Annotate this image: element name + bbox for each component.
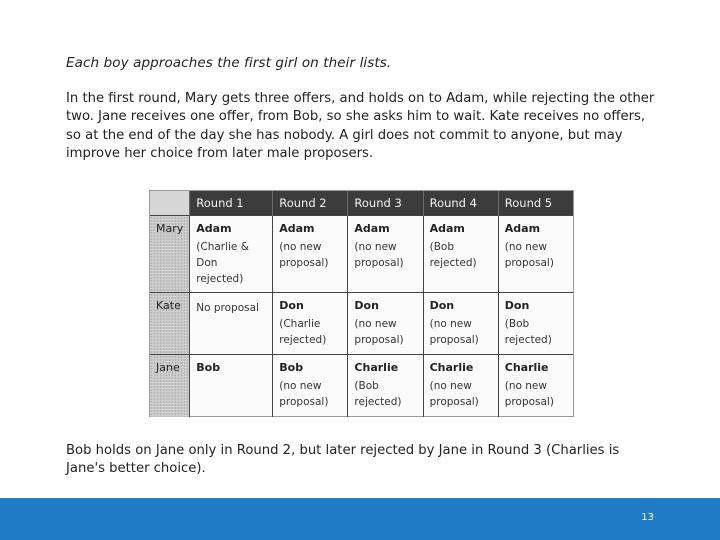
table-cell bbox=[190, 293, 273, 355]
table-row-kate bbox=[150, 293, 573, 355]
cell-note: (no new proposal) bbox=[504, 241, 554, 269]
cell-pair: Adam bbox=[279, 222, 315, 235]
cell-note: (Bob rejected) bbox=[429, 241, 477, 269]
cell-note: (Bob rejected) bbox=[504, 318, 552, 346]
cell-pair: Don bbox=[354, 299, 379, 312]
cell-note: (Bob rejected) bbox=[354, 380, 402, 408]
explanation-paragraph bbox=[66, 90, 706, 163]
paragraph-line: Jane's better choice). bbox=[66, 461, 206, 477]
rounds-table bbox=[150, 191, 573, 417]
table-cell bbox=[423, 216, 498, 293]
table-row-mary bbox=[150, 216, 573, 293]
cell-pair: Adam bbox=[354, 222, 390, 235]
cell-note: (no new proposal) bbox=[504, 380, 554, 408]
cell-note: (Charlie & Don rejected) bbox=[196, 241, 249, 285]
row-header-jane: Jane bbox=[150, 355, 190, 417]
header-round-5: Round 5 bbox=[498, 191, 573, 216]
table-cell bbox=[190, 216, 273, 293]
table-cell bbox=[273, 293, 348, 355]
table-cell bbox=[498, 216, 573, 293]
table-cell bbox=[498, 355, 573, 417]
cell-note: (no new proposal) bbox=[354, 241, 404, 269]
intro-sentence: Each boy approaches the first girl on their lists. bbox=[66, 55, 392, 71]
table-cell bbox=[423, 355, 498, 417]
cell-pair: Bob bbox=[279, 361, 304, 374]
cell-note: (no new proposal) bbox=[429, 380, 479, 408]
cell-pair: Adam bbox=[429, 222, 465, 235]
cell-note: (no new proposal) bbox=[279, 241, 329, 269]
cell-note: (no new proposal) bbox=[429, 318, 479, 346]
table-cell bbox=[348, 216, 423, 293]
header-corner bbox=[150, 191, 190, 216]
cell-pair: Don bbox=[279, 299, 304, 312]
paragraph-line: In the first round, Mary gets three offers, and holds on to Adam, while rejecting the other bbox=[66, 91, 655, 106]
table-cell bbox=[273, 216, 348, 293]
cell-note: No proposal bbox=[196, 302, 259, 314]
cell-pair: Don bbox=[429, 299, 455, 312]
paragraph-line: so at the end of the day she has nobody. A girl does not commit to anyone, but may bbox=[66, 127, 623, 143]
row-header-mary: Mary bbox=[150, 216, 190, 293]
cell-pair: Charlie bbox=[354, 361, 399, 374]
table-row-jane bbox=[150, 355, 573, 417]
rounds-table-image bbox=[149, 190, 574, 417]
table-cell bbox=[190, 355, 273, 417]
paragraph-line: improve her choice from later male proposers. bbox=[66, 145, 374, 161]
cell-pair: Bob bbox=[196, 361, 221, 374]
header-round-1: Round 1 bbox=[190, 191, 273, 216]
cell-note: (Charlie rejected) bbox=[279, 318, 327, 346]
header-round-4: Round 4 bbox=[423, 191, 498, 216]
cell-pair: Charlie bbox=[429, 361, 474, 374]
table-cell bbox=[348, 355, 423, 417]
page-number: 13 bbox=[641, 512, 654, 523]
table-cell bbox=[348, 293, 423, 355]
table-cell bbox=[273, 355, 348, 417]
cell-note: (no new proposal) bbox=[354, 318, 404, 346]
cell-note: (no new proposal) bbox=[279, 380, 329, 408]
table-cell bbox=[498, 293, 573, 355]
header-round-3: Round 3 bbox=[348, 191, 423, 216]
row-header-kate: Kate bbox=[150, 293, 190, 355]
cell-pair: Adam bbox=[196, 222, 232, 235]
footer-bar bbox=[0, 498, 720, 540]
cell-pair: Charlie bbox=[504, 361, 549, 374]
cell-pair: Adam bbox=[504, 222, 541, 235]
paragraph-line: Bob holds on Jane only in Round 2, but later rejected by Jane in Round 3 (Charlies is bbox=[66, 443, 620, 458]
paragraph-line: two. Jane receives one offer, from Bob, so she asks him to wait. Kate receives no offers, bbox=[66, 109, 646, 125]
conclusion-paragraph bbox=[66, 442, 706, 479]
cell-pair: Don bbox=[504, 299, 530, 312]
header-round-2: Round 2 bbox=[273, 191, 348, 216]
table-cell bbox=[423, 293, 498, 355]
table-header-row bbox=[150, 191, 573, 216]
